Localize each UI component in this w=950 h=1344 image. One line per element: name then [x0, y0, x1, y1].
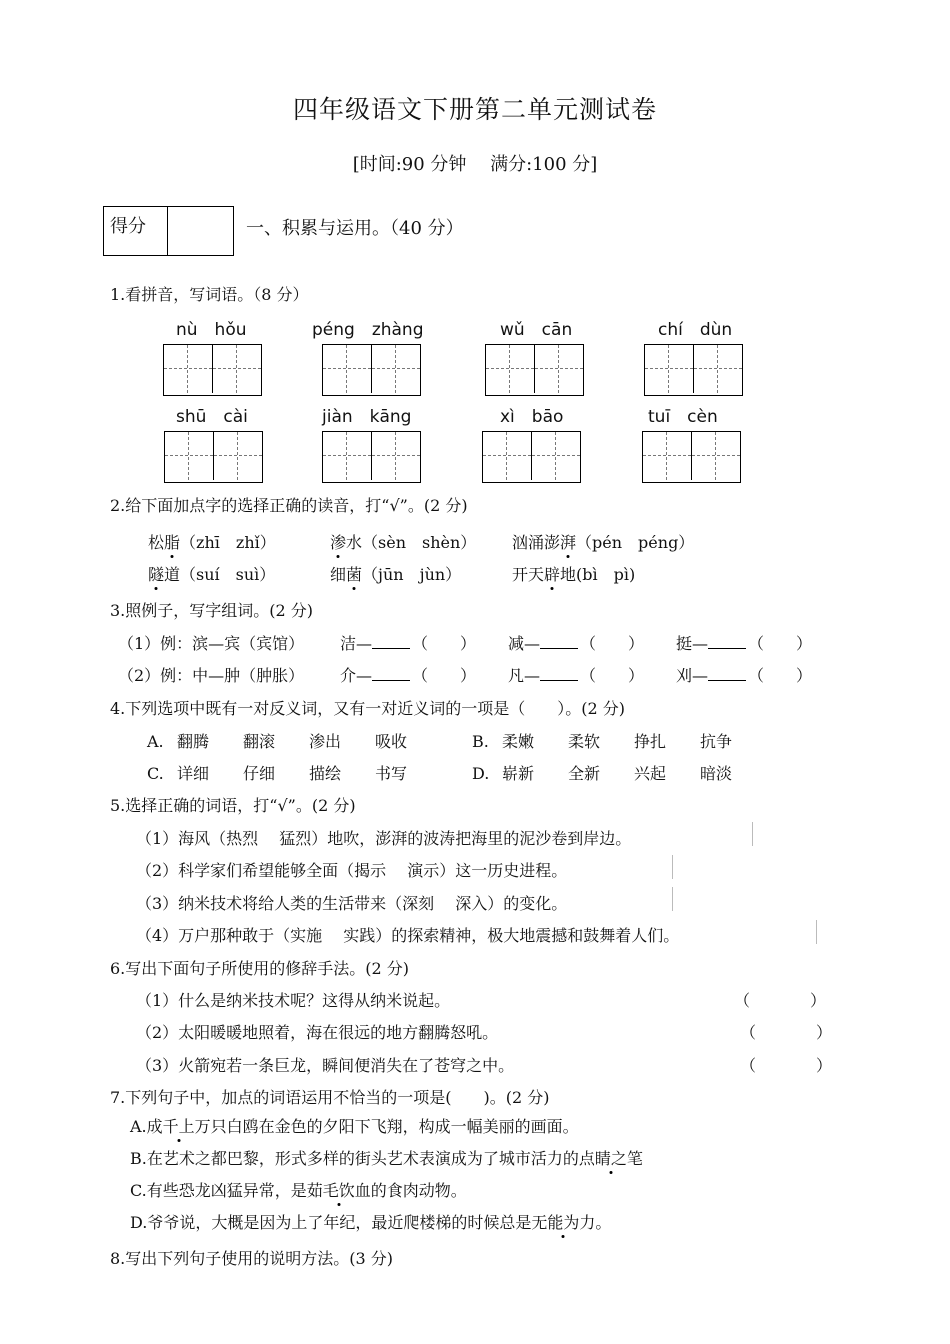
- question-2-row: 隧道（suí suì）: [148, 565, 276, 584]
- answer-blank[interactable]: [708, 632, 746, 649]
- answer-paren[interactable]: （: [734, 991, 751, 1010]
- question-8-title: 8.写出下列句子使用的说明方法。(3 分): [110, 1249, 394, 1268]
- dotted-word: 茹毛饮血: [306, 1181, 371, 1200]
- question-7-option-a[interactable]: A.成千上万只白鸥在金色的夕阳下飞翔，构成一幅美丽的画面。: [130, 1117, 579, 1136]
- question-3-example: （2）例：中—肿（肿胀）: [118, 666, 305, 685]
- answer-paren[interactable]: ）: [816, 1023, 833, 1042]
- section-title: 一、积累与运用。（40 分）: [246, 218, 464, 239]
- tianzige-box[interactable]: [644, 344, 743, 396]
- pinyin-label: xì bāo: [500, 407, 564, 427]
- pinyin-label: tuī cèn: [648, 407, 718, 427]
- scan-edge: [816, 920, 817, 944]
- tianzige-box[interactable]: [163, 344, 262, 396]
- answer-blank[interactable]: [372, 632, 410, 649]
- question-2-row: 开天辟地(bì pì): [512, 565, 636, 584]
- question-2-row: 渗水（sèn shèn）: [330, 533, 477, 552]
- question-4-option-d[interactable]: D. 崭新 全新 兴起 暗淡: [472, 764, 733, 783]
- tianzige-box[interactable]: [322, 344, 421, 396]
- pinyin-label: chí dùn: [658, 320, 733, 340]
- question-2-row: 汹涌澎湃（pén péng）: [512, 533, 695, 552]
- tianzige-box[interactable]: [485, 344, 584, 396]
- score-label: 得分: [104, 207, 168, 255]
- pinyin-label: jiàn kāng: [322, 407, 412, 427]
- question-3-item: 挺— （ ）: [676, 634, 813, 653]
- scan-edge: [752, 822, 753, 846]
- question-6-item: （1）什么是纳米技术呢？这得从纳米说起。: [136, 991, 451, 1010]
- dotted-char: 湃: [560, 533, 577, 552]
- question-3-title: 3.照例子，写字组词。(2 分): [110, 601, 314, 620]
- question-6-title: 6.写出下面句子所使用的修辞手法。(2 分): [110, 959, 410, 978]
- dotted-char: 菌: [346, 565, 363, 584]
- dotted-char: 隧: [148, 565, 165, 584]
- question-7-option-c[interactable]: C.有些恐龙凶猛异常，是茹毛饮血的食肉动物。: [130, 1181, 467, 1200]
- question-2-title: 2.给下面加点字的选择正确的读音，打“√”。(2 分): [110, 496, 468, 515]
- tianzige-box[interactable]: [164, 431, 263, 483]
- scan-edge: [672, 855, 673, 879]
- dotted-word: 点睛之笔: [578, 1149, 643, 1168]
- answer-blank[interactable]: [372, 664, 410, 681]
- pinyin-label: péng zhàng: [312, 320, 424, 340]
- tianzige-box[interactable]: [642, 431, 741, 483]
- dotted-char: 脂: [164, 533, 181, 552]
- score-box: [103, 206, 234, 256]
- question-3-item: 介— （ ）: [340, 666, 477, 685]
- question-6-item: （2）太阳暖暖地照着，海在很远的地方翻腾怒吼。: [136, 1023, 499, 1042]
- question-3-example: （1）例：滨—宾（宾馆）: [118, 634, 305, 653]
- answer-blank[interactable]: [708, 664, 746, 681]
- question-4-option-c[interactable]: C. 详细 仔细 描绘 书写: [147, 764, 408, 783]
- question-2-row: 细菌（jūn jùn）: [330, 565, 462, 584]
- scan-edge: [672, 887, 673, 911]
- page-subtitle: [时间:90 分钟 满分:100 分]: [352, 154, 598, 175]
- question-3-item: 刈— （ ）: [676, 666, 813, 685]
- tianzige-box[interactable]: [482, 431, 581, 483]
- page-title: 四年级语文下册第二单元测试卷: [292, 95, 657, 124]
- dotted-char: 辟: [544, 565, 561, 584]
- question-5-title: 5.选择正确的词语，打“√”。(2 分): [110, 796, 356, 815]
- answer-blank[interactable]: [540, 632, 578, 649]
- pinyin-label: nù hǒu: [176, 320, 247, 340]
- question-3-item: 凡— （ ）: [508, 666, 645, 685]
- pinyin-label: wǔ cān: [500, 320, 573, 340]
- answer-blank[interactable]: [540, 664, 578, 681]
- question-4-option-a[interactable]: A. 翻腾 翻滚 渗出 吸收: [147, 732, 408, 751]
- question-3-item: 洁— （ ）: [340, 634, 477, 653]
- question-7-option-b[interactable]: B.在艺术之都巴黎，形式多样的街头艺术表演成为了城市活力的点睛之笔: [130, 1149, 643, 1168]
- question-5-item: （1）海风（热烈 猛烈）地吹，澎湃的波涛把海里的泥沙卷到岸边。: [136, 829, 632, 848]
- question-7-option-d[interactable]: D.爷爷说，大概是因为上了年纪，最近爬楼梯的时候总是无能为力。: [130, 1213, 612, 1232]
- question-5-item: （2）科学家们希望能够全面（揭示 演示）这一历史进程。: [136, 861, 568, 880]
- question-6-item: （3）火箭宛若一条巨龙，瞬间便消失在了苍穹之中。: [136, 1056, 515, 1075]
- answer-paren[interactable]: ）: [816, 1056, 833, 1075]
- question-5-item: （4）万户那种敢于（实施 实践）的探索精神，极大地震撼和鼓舞着人们。: [136, 926, 680, 945]
- question-7-title: 7.下列句子中，加点的词语运用不恰当的一项是( )。(2 分): [110, 1088, 550, 1107]
- answer-paren[interactable]: （: [740, 1056, 757, 1075]
- dotted-word: 成千上万: [146, 1117, 211, 1136]
- question-4-title: 4.下列选项中既有一对反义词，又有一对近义词的一项是（ ）。(2 分): [110, 699, 626, 718]
- question-5-item: （3）纳米技术将给人类的生活带来（深刻 深入）的变化。: [136, 894, 568, 913]
- dotted-word: 无能为力: [531, 1213, 596, 1232]
- answer-paren[interactable]: ）: [810, 991, 827, 1010]
- question-4-option-b[interactable]: B. 柔嫩 柔软 挣扎 抗争: [472, 732, 733, 751]
- question-2-row: 松脂（zhī zhǐ）: [148, 533, 276, 552]
- dotted-char: 渗: [330, 533, 347, 552]
- answer-paren[interactable]: （: [740, 1023, 757, 1042]
- pinyin-label: shū cài: [176, 407, 248, 427]
- question-1-title: 1.看拼音，写词语。（8 分）: [110, 285, 309, 304]
- question-3-item: 减— （ ）: [508, 634, 645, 653]
- tianzige-box[interactable]: [322, 431, 421, 483]
